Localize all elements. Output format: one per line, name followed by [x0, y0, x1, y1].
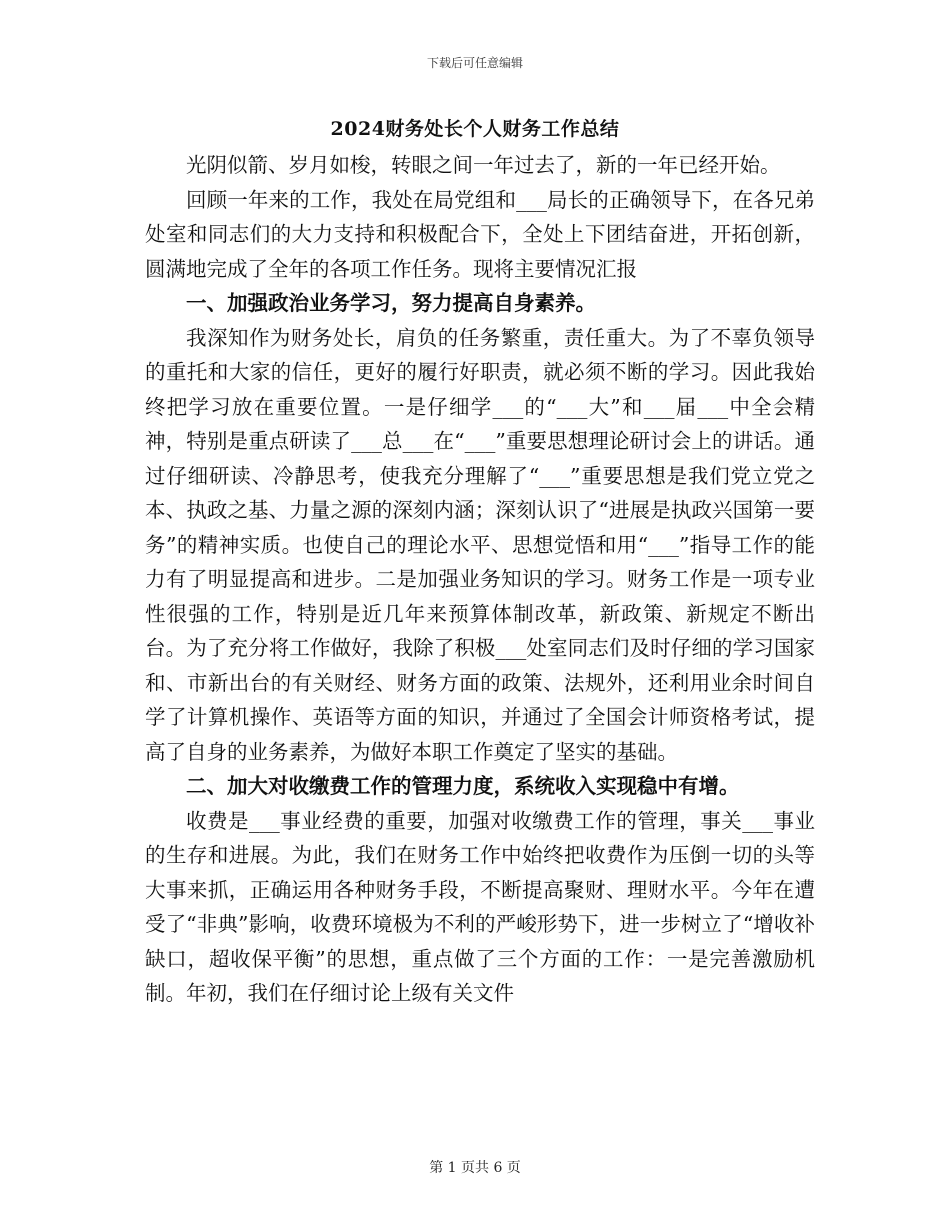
paragraph-study: 我深知作为财务处长，肩负的任务繁重，责任重大。为了不辜负领导的重托和大家的信任，更好的履行好职责，就必须不断的学习。因此我始终把学习放在重要位置。一是仔细学___的“___大”和___届___中全会精神，特别是重点研读了___总___在“___”重要思想理论研讨会上的讲话。通过仔细研读、冷静思考，使我充分理解了“___”重要思想是我们党立党之本、执政之基、力量之源的深刻内涵；深刻认识了“进展是执政兴国第一要务”的精神实质。也使自己的理论水平、思想觉悟和用“___”指导工作的能力有了明显提高和进步。二是加强业务知识的学习。财务工作是一项专业性很强的工作，特别是近几年来预算体制改革，新政策、新规定不断出台。为了充分将工作做好，我除了积极___处室同志们及时仔细的学习国家和、市新出台的有关财经、财务方面的政策、法规外，还利用业余时间自学了计算机操作、英语等方面的知识，并通过了全国会计师资格考试，提高了自身的业务素养，为做好本职工作奠定了坚实的基础。 — [145, 325, 815, 764]
header-note: 下载后可任意编辑 — [426, 56, 523, 70]
paragraph-review: 回顾一年来的工作，我处在局党组和___局长的正确领导下，在各兄弟处室和同志们的大力支持和积极配合下，全处上下团结奋进，开拓创新，圆满地完成了全年的各项工作任务。现将主要情况汇报 — [145, 187, 815, 281]
document-title: 2024财务处长个人财务工作总结 — [330, 118, 620, 140]
section-heading-2: 二、加大对收缴费工作的管理力度，系统收入实现稳中有增。 — [186, 774, 740, 798]
document-body — [145, 148, 815, 1011]
paragraph-intro: 光阴似箭、岁月如梭，转眼之间一年过去了，新的一年已经开始。 — [186, 153, 781, 177]
section-heading-1: 一、加强政治业务学习，努力提高自身素养。 — [186, 291, 596, 315]
paragraph-fees: 收费是___事业经费的重要，加强对收缴费工作的管理，事关___事业的生存和进展。为此，我们在财务工作中始终把收费作为压倒一切的头等大事来抓，正确运用各种财务手段，不断提高聚财、理财水平。今年在遭受了“非典”影响，收费环境极为不利的严峻形势下，进一步树立了“增收补缺口，超收保平衡”的思想，重点做了三个方面的工作：一是完善激励机制。年初，我们在仔细讨论上级有关文件 — [145, 808, 815, 1005]
page-number: 第 1 页共 6 页 — [429, 1160, 521, 1176]
